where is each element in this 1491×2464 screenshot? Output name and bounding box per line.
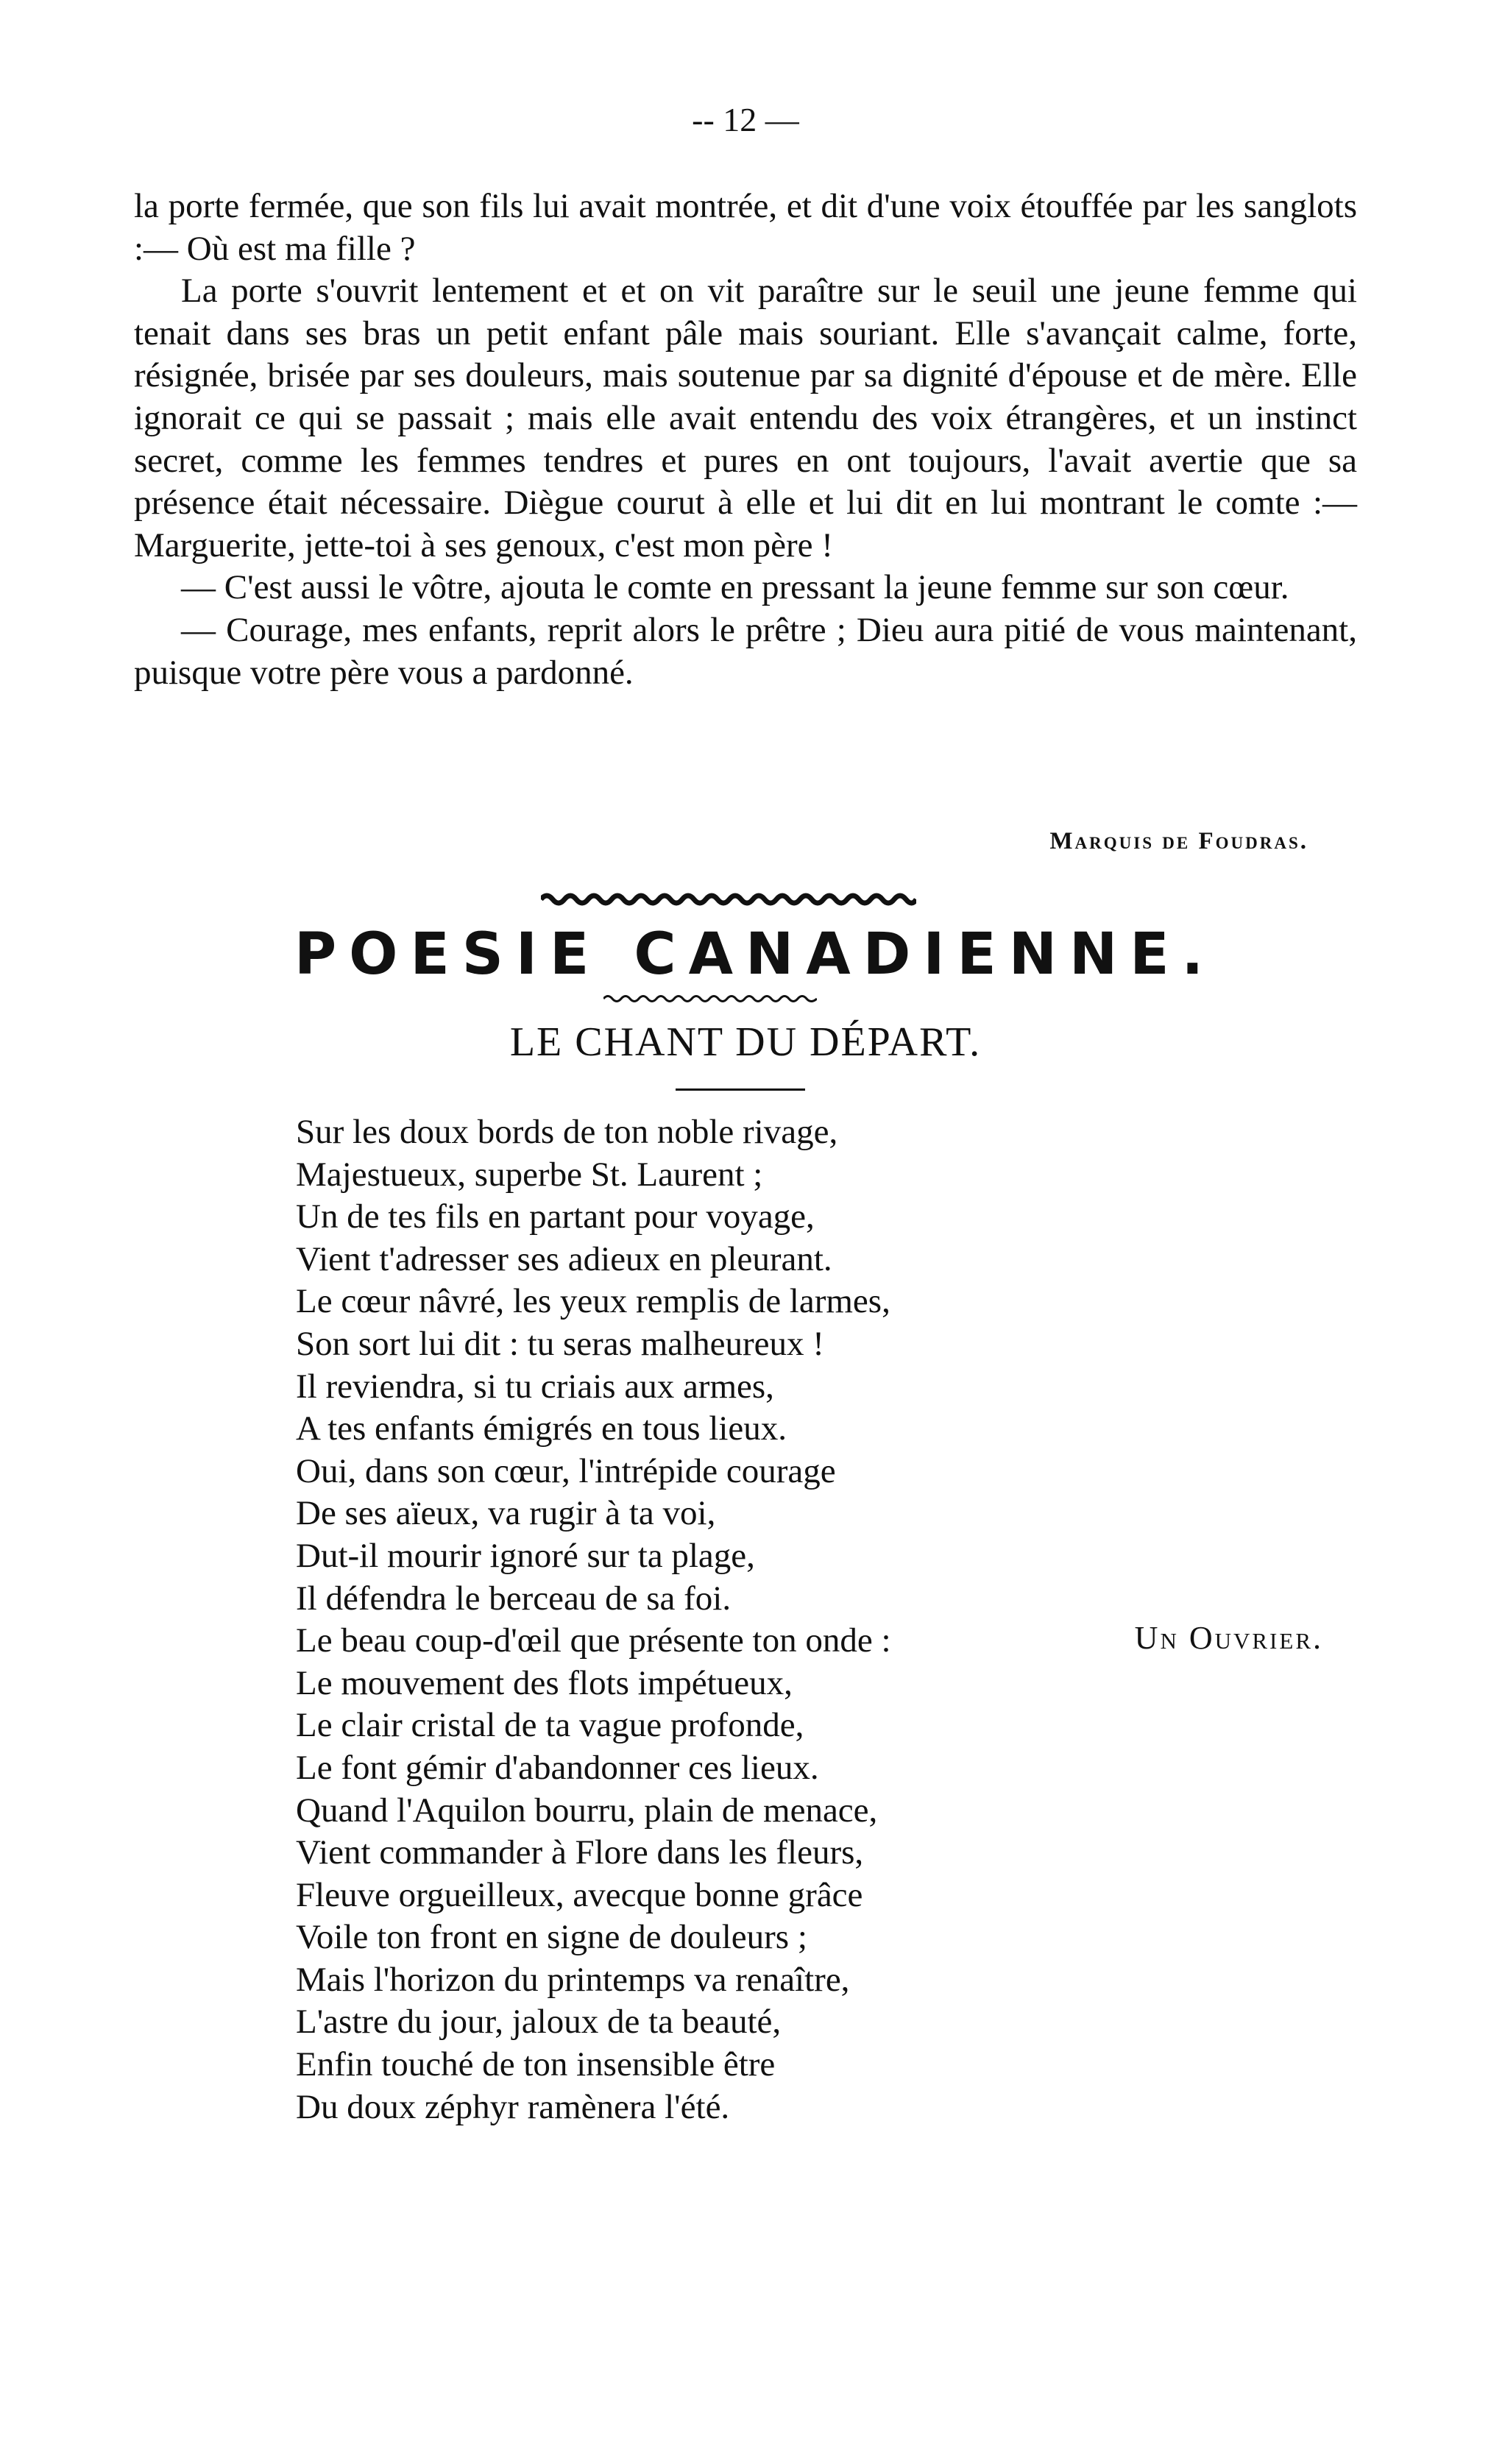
poem-line: Le cœur nâvré, les yeux remplis de larmes, bbox=[296, 1282, 890, 1321]
poem-line: Il défendra le berceau de sa foi. bbox=[296, 1579, 732, 1618]
poem-signature: Un Ouvrier. bbox=[1134, 1620, 1323, 1656]
prose-paragraph: La porte s'ouvrit lentement et et on vit paraître sur le seuil une jeune femme qui tenait dans ses bras un petit enfant pâle mais souriant. Elle s'avançait calme, forte, résignée, brisée par ses douleurs, mais soutenue par sa dignité d'épouse et de mère. Elle ignorait ce qui se passait ; mais elle avait entendu des voix étrangères, et un instinct secret, comme les femmes tendres et pures en ont toujours, l'avait avertie que sa présence était nécessaire. Diègue courut à elle et lui dit en lui montrant le comte :—Marguerite, jette-toi à ses genoux, c'est mon père ! bbox=[134, 272, 1357, 564]
prose-byline: Marquis de Foudras. bbox=[1049, 828, 1308, 854]
poem-line: Quand l'Aquilon bourru, plain de menace, bbox=[296, 1791, 878, 1830]
poem-line: Le font gémir d'abandonner ces lieux. bbox=[296, 1748, 819, 1787]
poem-line: Mais l'horizon du printemps va renaître, bbox=[296, 1960, 850, 1999]
prose-paragraph: — C'est aussi le vôtre, ajouta le comte en pressant la jeune femme sur son cœur. bbox=[181, 568, 1289, 607]
poem-line: Un de tes fils en partant pour voyage, bbox=[296, 1197, 815, 1236]
poem-line: Le beau coup-d'œil que présente ton onde : bbox=[296, 1621, 891, 1660]
poem-line: De ses aïeux, va rugir à ta voi, bbox=[296, 1494, 716, 1533]
poem-line: Du doux zéphyr ramènera l'été. bbox=[296, 2087, 730, 2126]
poem-line: L'astre du jour, jaloux de ta beauté, bbox=[296, 2003, 782, 2042]
page-number: -- 12 — bbox=[692, 101, 799, 138]
poem-line: Dut-il mourir ignoré sur ta plage, bbox=[296, 1536, 755, 1575]
poem-line: Fleuve orgueilleux, avecque bonne grâce bbox=[296, 1875, 863, 1914]
poem-line: Vient t'adresser ses adieux en pleurant. bbox=[296, 1239, 832, 1278]
prose-paragraph: — Courage, mes enfants, reprit alors le prêtre ; Dieu aura pitié de vous maintenant, puisque votre père vous a pardonné. bbox=[134, 610, 1357, 692]
poem-line: Oui, dans son cœur, l'intrépide courage bbox=[296, 1451, 836, 1490]
poem-line: Son sort lui dit : tu seras malheureux ! bbox=[296, 1324, 824, 1363]
poem-title: LE CHANT DU DÉPART. bbox=[509, 1019, 982, 1065]
decorative-wavy-rule bbox=[541, 891, 916, 908]
prose-paragraph: la porte fermée, que son fils lui avait montrée, et dit d'une voix étouffée par les sanglots :— Où est ma fille ? bbox=[134, 187, 1357, 268]
poem-line: Le clair cristal de ta vague profonde, bbox=[296, 1706, 804, 1745]
poem-line: Sur les doux bords de ton noble rivage, bbox=[296, 1113, 838, 1151]
decorative-wavy-rule bbox=[603, 992, 817, 1005]
poem-line: Enfin touché de ton insensible être bbox=[296, 2045, 776, 2084]
prose-section bbox=[134, 185, 1357, 694]
section-title: POESIE CANADIENNE. bbox=[294, 921, 1216, 988]
poem-line: Voile ton front en signe de douleurs ; bbox=[296, 1918, 807, 1957]
poem-line: Vient commander à Flore dans les fleurs, bbox=[296, 1833, 864, 1872]
poem-line: Majestueux, superbe St. Laurent ; bbox=[296, 1155, 763, 1194]
poem-line: A tes enfants émigrés en tous lieux. bbox=[296, 1409, 787, 1448]
poem-line: Il reviendra, si tu criais aux armes, bbox=[296, 1367, 774, 1406]
title-divider bbox=[676, 1088, 805, 1091]
poem-line: Le mouvement des flots impétueux, bbox=[296, 1663, 793, 1702]
